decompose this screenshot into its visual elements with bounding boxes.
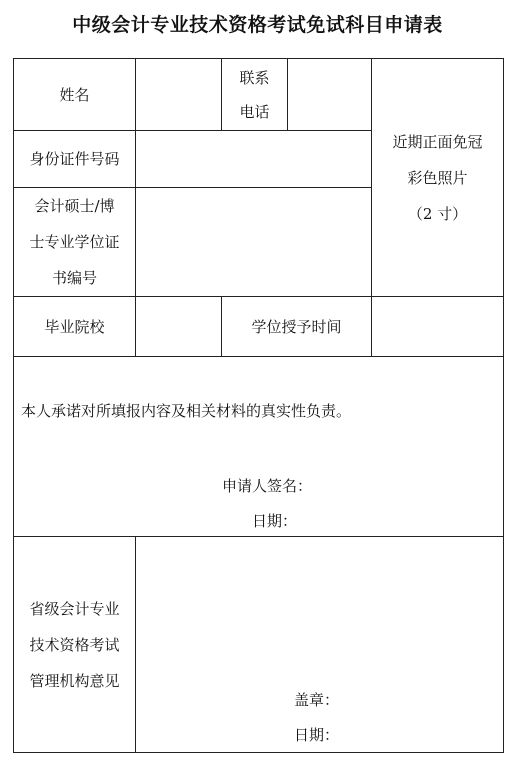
degree-cert-line2: 士专业学位证 [29,233,120,251]
id-number-label [14,131,135,187]
contact-phone-input-cell[interactable] [288,59,371,130]
contact-phone-label [222,59,287,130]
authority-date-label: 日期： [294,726,340,744]
pledge-statement: 本人承诺对所填报内容及相关材料的真实性负责。 [21,402,352,420]
photo-placeholder[interactable] [372,59,503,296]
contact-label-line1: 联系 [239,68,270,87]
degree-certificate-input-cell[interactable] [136,188,371,296]
school-label-text: 毕业院校 [44,317,105,336]
applicant-signature-label: 申请人签名： [222,477,313,495]
authority-opinion-input-cell[interactable] [136,537,503,687]
degree-date-label-text: 学位授予时间 [251,317,342,336]
authority-opinion-label [14,537,135,752]
degree-date-label [222,297,371,356]
authority-label-line1: 省级会计专业 [29,599,120,618]
id-number-label-text: 身份证件号码 [29,150,120,168]
authority-label-line2: 技术资格考试 [29,635,120,654]
table-border-right [503,58,504,753]
degree-cert-line1: 会计硕士/博 [34,197,115,215]
table-border-bottom [13,752,504,753]
row-divider [13,356,504,357]
school-input-cell[interactable] [136,297,221,356]
degree-certificate-label [14,188,135,296]
stamp-label: 盖章： [294,691,340,709]
photo-line2: 彩色照片 [407,168,468,187]
degree-date-input-cell[interactable] [372,297,503,356]
school-label [14,297,135,356]
contact-label-line2: 电话 [239,102,270,121]
applicant-signature-field[interactable] [320,472,490,496]
authority-label-line3: 管理机构意见 [29,671,120,690]
id-number-input-cell[interactable] [136,131,371,187]
form-title: 中级会计专业技术资格考试免试科目申请表 [72,14,443,36]
name-label-text: 姓名 [59,85,90,104]
name-input-cell[interactable] [136,59,221,130]
photo-line3: （2 寸） [407,204,468,223]
name-label [14,59,135,130]
degree-cert-line3: 书编号 [51,269,97,287]
pledge-date-field[interactable] [320,507,490,531]
photo-line1: 近期正面免冠 [392,132,483,151]
pledge-date-label: 日期： [252,512,298,530]
